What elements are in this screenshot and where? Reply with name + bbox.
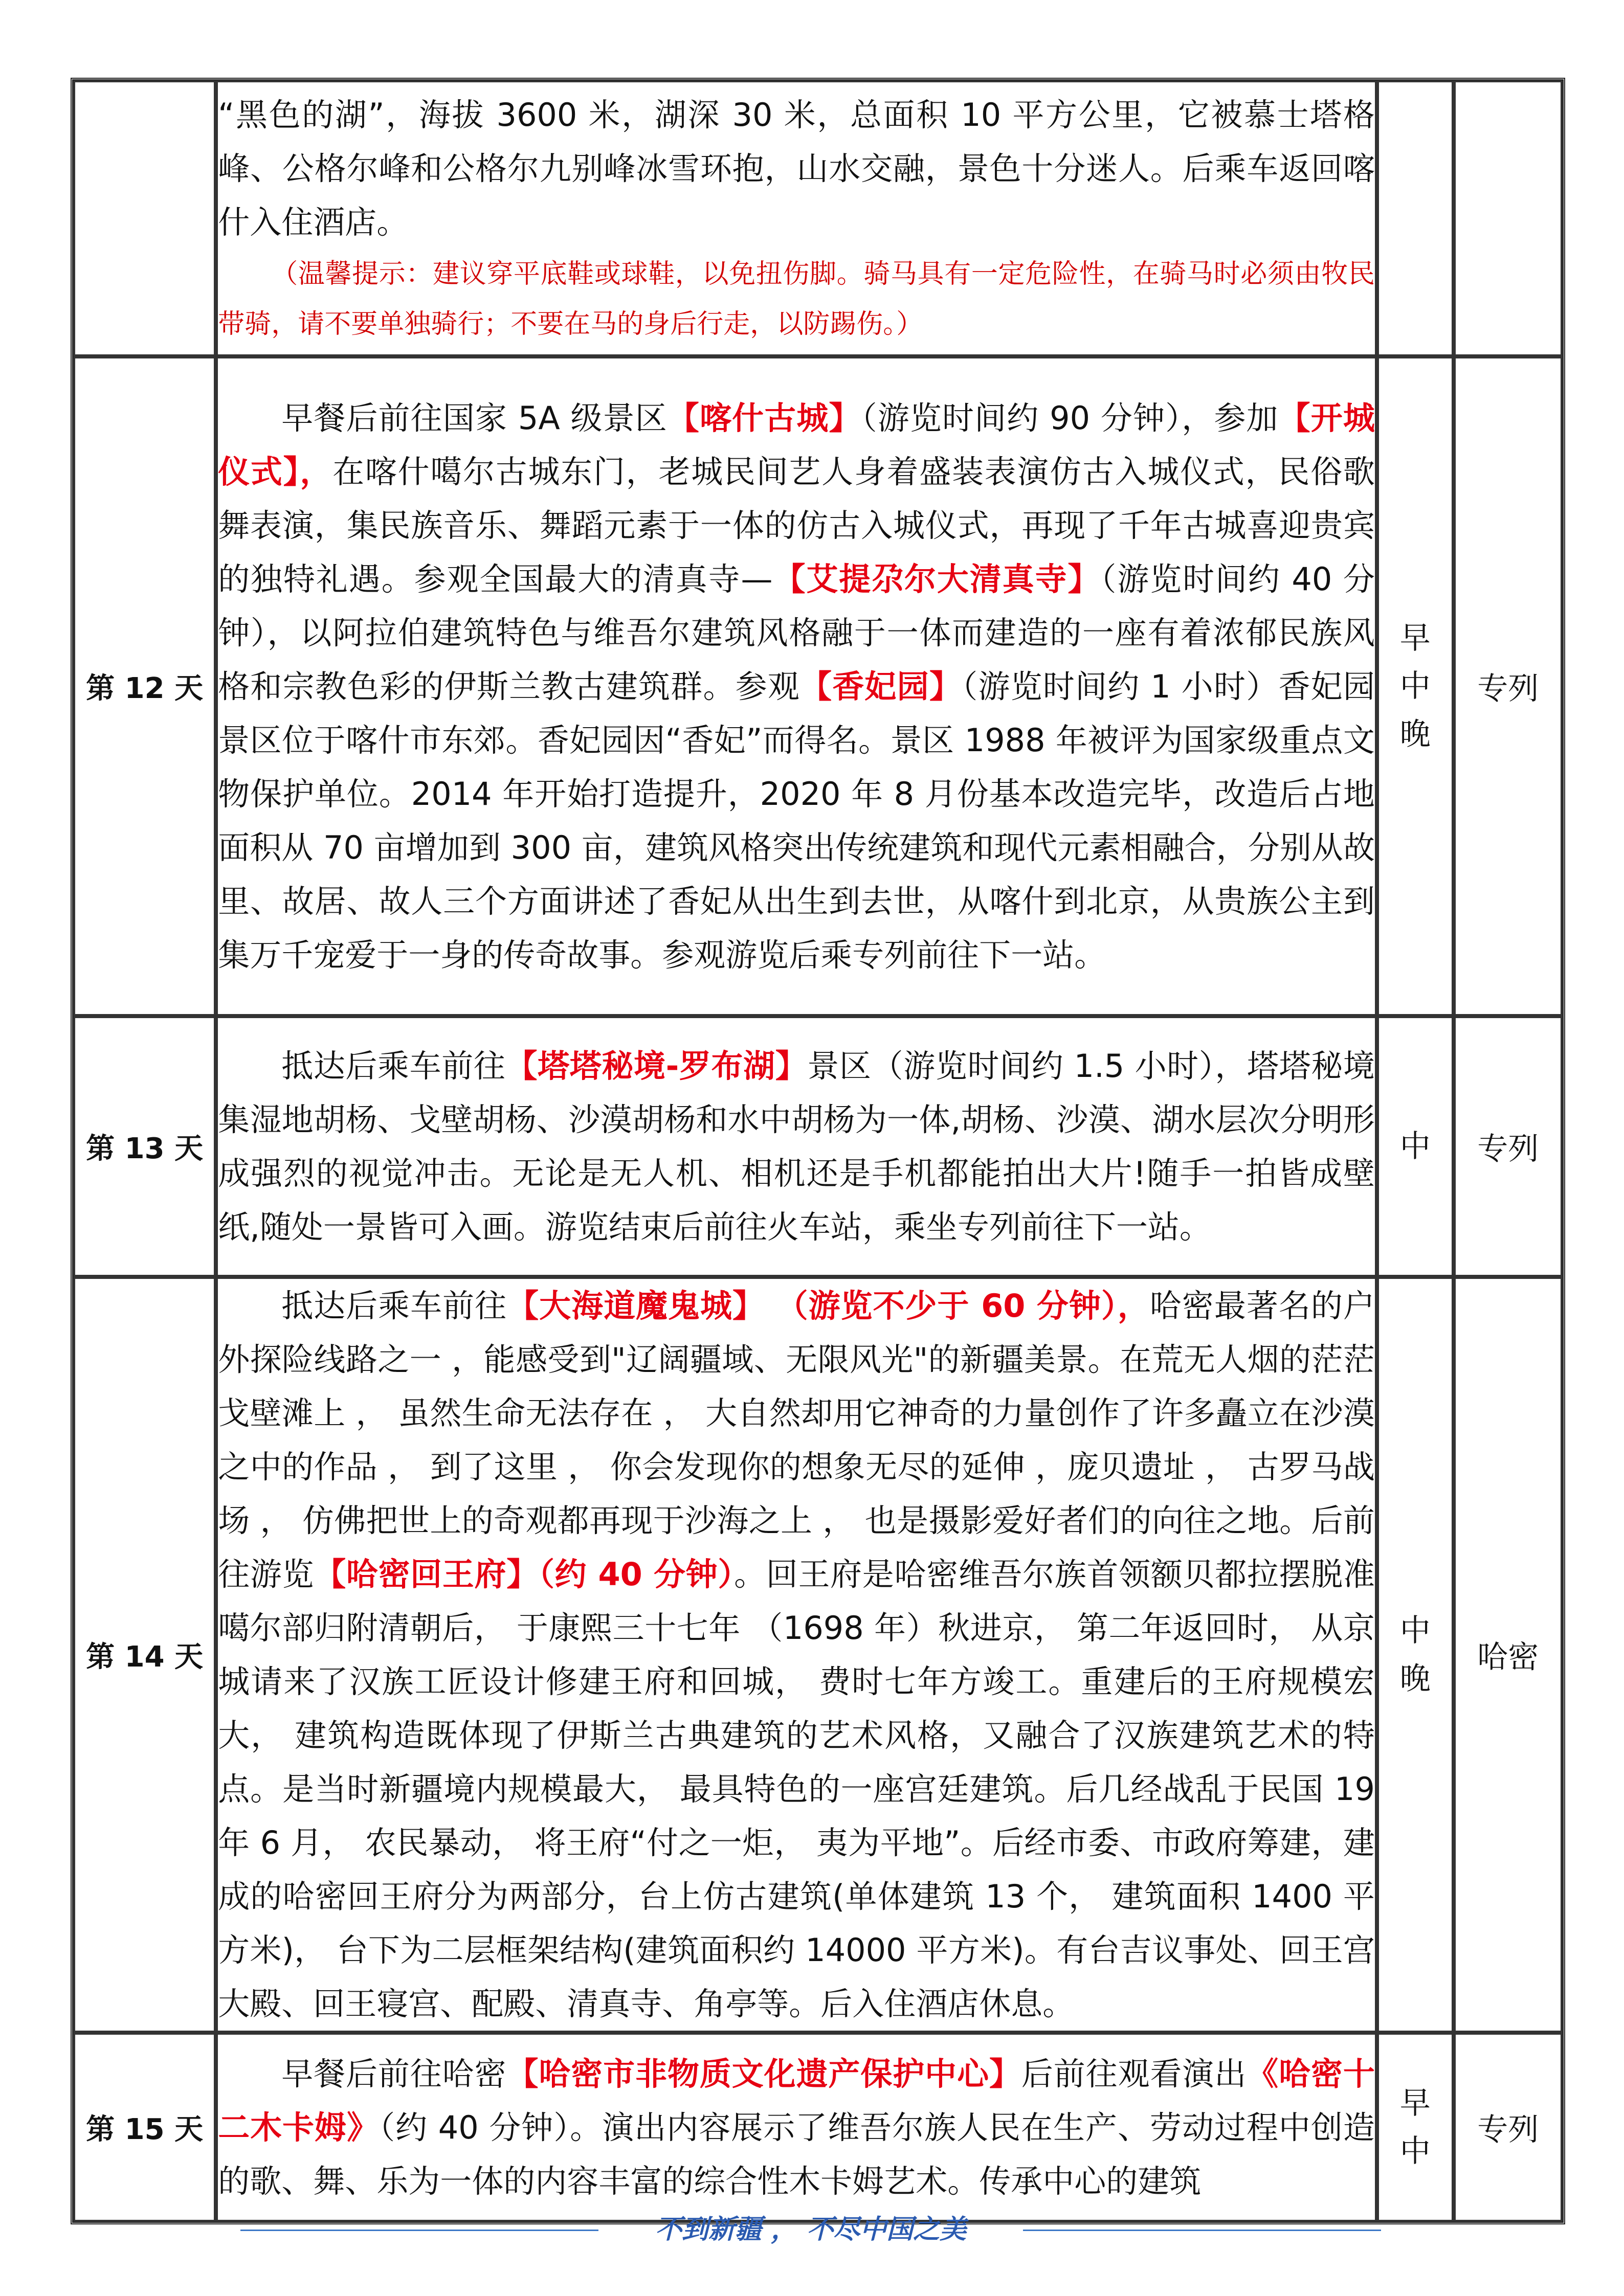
warm-tip: （温馨提示：建议穿平底鞋或球鞋，以免扭伤脚。骑马具有一定危险性，在骑马时必须由牧民带骑，请不要单独骑行；不要在马的身后行走，以防踢伤。） xyxy=(218,258,1375,340)
meal-cell: 中晚 xyxy=(1377,1277,1454,2033)
itinerary-text-cell xyxy=(216,1016,1377,1277)
attraction-highlight: 【香妃园】 xyxy=(800,667,962,705)
attraction-highlight: 【哈密市非物质文化遗产保护中心】 xyxy=(506,2055,1021,2092)
table-row xyxy=(73,1277,1563,2033)
table-row xyxy=(73,1016,1563,1277)
table-row xyxy=(73,2033,1563,2222)
lodging-cell: 专列 xyxy=(1454,1016,1563,1277)
meal-cell: 早中晚 xyxy=(1377,356,1454,1016)
footer-divider-right xyxy=(1023,2230,1381,2231)
attraction-highlight: 《哈密十二木卡姆》 xyxy=(218,2055,1375,2146)
itinerary-paragraph: “黑色的湖”，海拔 3600 米，湖深 30 米，总面积 10 平方公里，它被慕士塔格峰、公格尔峰和公格尔九别峰冰雪环抱，山水交融，景色十分迷人。后乘车返回喀什入住酒店。 xyxy=(218,96,1375,241)
day-cell xyxy=(73,80,216,356)
itinerary-text-cell xyxy=(216,1277,1377,2033)
page-footer xyxy=(240,2209,1381,2250)
lodging-cell xyxy=(1454,80,1563,356)
day-cell: 第 15 天 xyxy=(73,2033,216,2222)
itinerary-text-cell xyxy=(216,2033,1377,2222)
attraction-highlight: 【大海道魔鬼城】 （游览不少于 60 分钟）， xyxy=(507,1287,1150,1324)
table-row xyxy=(73,80,1563,356)
itinerary-paragraph: 早餐后前往哈密【哈密市非物质文化遗产保护中心】后前往观看演出《哈密十二木卡姆》（约 40 分钟）。演出内容展示了维吾尔族人民在生产、劳动过程中创造的歌、舞、乐为一体的内容丰富的综合性木卡姆艺术。传承中心的建筑 xyxy=(218,2055,1375,2200)
table-row xyxy=(73,356,1563,1016)
day-cell: 第 12 天 xyxy=(73,356,216,1016)
itinerary-paragraph: 抵达后乘车前往【塔塔秘境-罗布湖】景区（游览时间约 1.5 小时），塔塔秘境集湿地胡杨、戈壁胡杨、沙漠胡杨和水中胡杨为一体,胡杨、沙漠、湖水层次分明形成强烈的视觉冲击。无论是无人机、相机还是手机都能拍出大片!随手一拍皆成壁纸,随处一景皆可入画。游览结束后前往火车站，乘坐专列前往下一站。 xyxy=(218,1047,1375,1246)
lodging-cell: 专列 xyxy=(1454,2033,1563,2222)
day-cell: 第 13 天 xyxy=(73,1016,216,1277)
itinerary-table xyxy=(71,78,1565,2224)
meal-cell xyxy=(1377,80,1454,356)
day-cell: 第 14 天 xyxy=(73,1277,216,2033)
itinerary-paragraph: 早餐后前往国家 5A 级景区【喀什古城】（游览时间约 90 分钟），参加【开城仪式】，在喀什噶尔古城东门，老城民间艺人身着盛装表演仿古入城仪式，民俗歌舞表演，集民族音乐、舞蹈元素于一体的仿古入城仪式，再现了千年古城喜迎贵宾的独特礼遇。参观全国最大的清真寺—【艾提尕尔大清真寺】（游览时间约 40 分钟），以阿拉伯建筑特色与维吾尔建筑风格融于一体而建造的一座有着浓郁民族风格和宗教色彩的伊斯兰教古建筑群。参观【香妃园】（游览时间约 1 小时）香妃园景区位于喀什市东郊。香妃园因“香妃”而得名。景区 1988 年被评为国家级重点文物保护单位。2014 年开始打造提升，2020 年 8 月份基本改造完毕，改造后占地面积从 70 亩增加到 300 亩，建筑风格突出传统建筑和现代元素相融合，分别从故里、故居、故人三个方面讲述了香妃从出生到去世，从喀什到北京，从贵族公主到集万千宠爱于一身的传奇故事。参观游览后乘专列前往下一站。 xyxy=(218,399,1375,974)
attraction-highlight: 【塔塔秘境-罗布湖】 xyxy=(505,1047,808,1085)
lodging-cell: 专列 xyxy=(1454,356,1563,1016)
attraction-highlight: 【开城仪式】， xyxy=(218,399,1375,490)
lodging-cell: 哈密 xyxy=(1454,1277,1563,2033)
itinerary-paragraph: 抵达后乘车前往【大海道魔鬼城】 （游览不少于 60 分钟），哈密最著名的户外探险线路之一 ，能感受到"辽阔疆域、无限风光"的新疆美景。在荒无人烟的茫茫戈壁滩上 ， 虽然生命无法存在 ， 大自然却用它神奇的力量创作了许多矗立在沙漠之中的作品 ， 到了这里 ， 你会发现你的想象无尽的延伸 ，庞贝遗址 ， 古罗马战场 ， 仿佛把世上的奇观都再现于沙海之上 ， 也是摄影爱好者们的向往之地。后前往游览【哈密回王府】（约 40 分钟）。回王府是哈密维吾尔族首领额贝都拉摆脱准噶尔部归附清朝后， 于康熙三十七年 （1698 年）秋进京， 第二年返回时， 从京城请来了汉族工匠设计修建王府和回城， 费时七年方竣工。重建后的王府规模宏大， 建筑构造既体现了伊斯兰古典建筑的艺术风格，又融合了汉族建筑艺术的特点。是当时新疆境内规模最大， 最具特色的一座宫廷建筑。后几经战乱于民国 19 年 6 月， 农民暴动， 将王府“付之一炬， 夷为平地”。后经市委、市政府筹建，建成的哈密回王府分为两部分，台上仿古建筑(单体建筑 13 个， 建筑面积 1400 平方米)， 台下为二层框架结构(建筑面积约 14000 平方米)。有台吉议事处、回王宫大殿、回王寝宫、配殿、清真寺、角亭等。后入住酒店休息。 xyxy=(218,1287,1375,2022)
attraction-highlight: 【艾提尕尔大清真寺】 xyxy=(772,560,1101,598)
footer-slogan: 不到新疆 ， 不尽中国之美 xyxy=(655,2214,967,2245)
attraction-highlight: 【喀什古城】 xyxy=(667,399,861,437)
meal-cell: 早中 xyxy=(1377,2033,1454,2222)
attraction-highlight: 【哈密回王府】（约 40 分钟） xyxy=(314,1556,735,1593)
itinerary-text-cell xyxy=(216,80,1377,356)
meal-cell: 中 xyxy=(1377,1016,1454,1277)
itinerary-text-cell xyxy=(216,356,1377,1016)
